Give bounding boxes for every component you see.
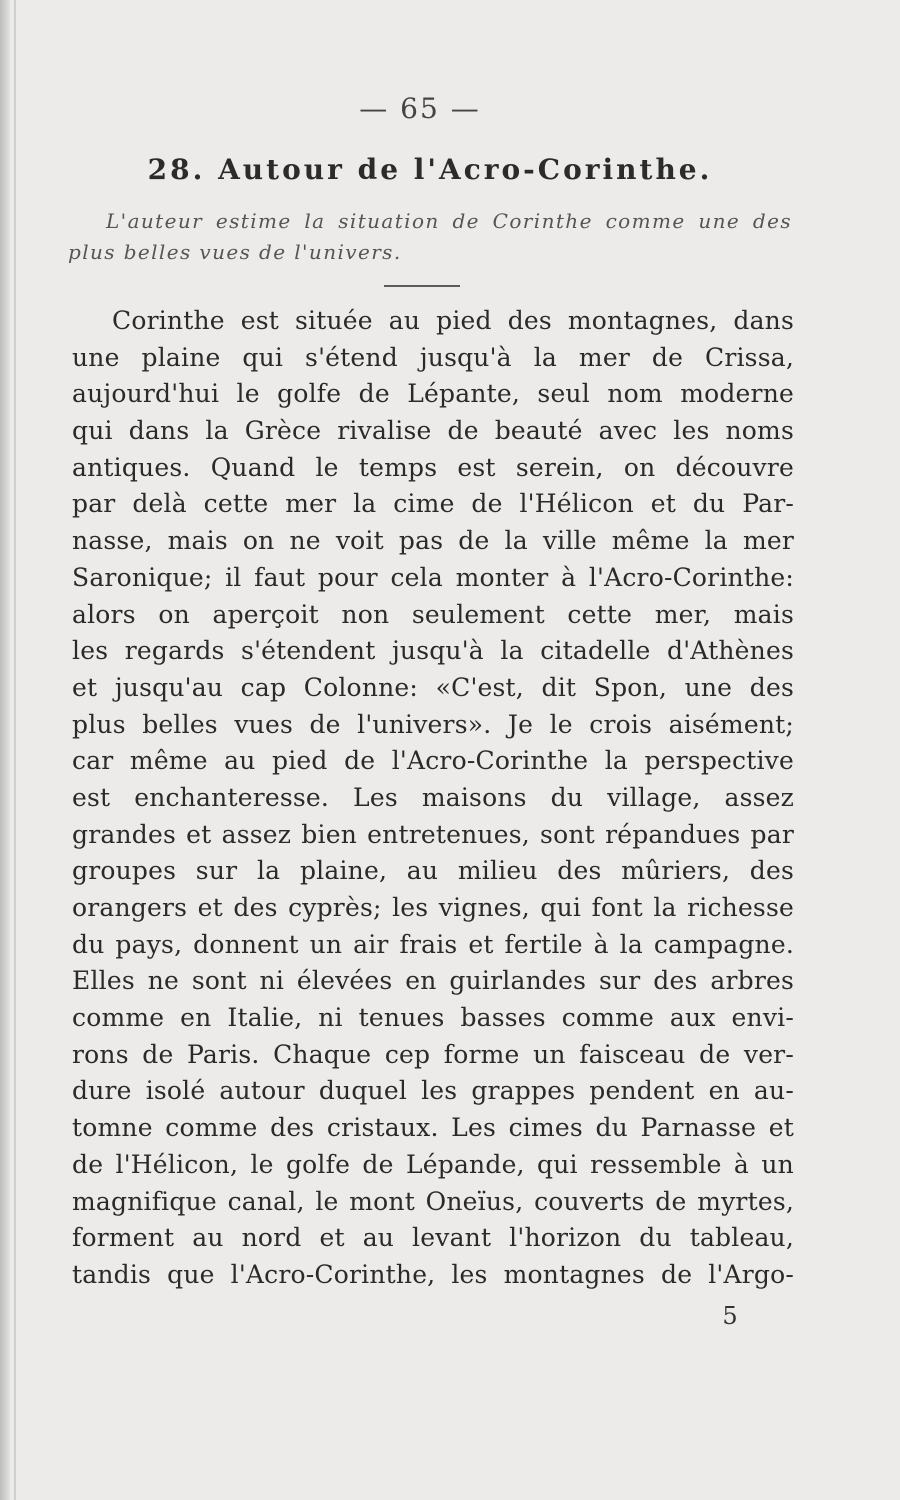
text-line: dure isolé autour duquel les grappes pendent en au- (72, 1076, 794, 1106)
text-line: une plaine qui s'étend jusqu'à la mer de Crissa, (72, 342, 794, 372)
text-line: du pays, donnent un air frais et fertile à la campagne. (72, 929, 794, 959)
text-line: grandes et assez bien entretenues, sont répandues par (72, 819, 794, 849)
section-title: 28. Autour de l'Acro-Corinthe. (147, 153, 713, 186)
signature-mark: 5 (722, 1302, 738, 1330)
text-line: antiques. Quand le temps est serein, on découvre (72, 452, 794, 482)
page-gutter (0, 0, 10, 1500)
text-line: plus belles vues de l'univers». Je le crois aisément; (72, 709, 794, 739)
text-line: car même au pied de l'Acro-Corinthe la perspective (72, 746, 794, 776)
text-line: tomne comme des cristaux. Les cimes du Parnasse et (72, 1113, 794, 1143)
text-line: les regards s'étendent jusqu'à la citadelle d'Athènes (72, 636, 794, 666)
page-number: — 65 — (359, 92, 481, 125)
text-line: alors on aperçoit non seulement cette mer, mais (72, 599, 794, 629)
title-divider (384, 285, 460, 287)
text-line: comme en Italie, ni tenues basses comme aux envi- (72, 1003, 794, 1033)
text-line: aujourd'hui le golfe de Lépante, seul nom moderne (72, 379, 794, 409)
text-line: tandis que l'Acro-Corinthe, les montagnes de l'Argo- (72, 1259, 794, 1289)
text-line: magnifique canal, le mont Oneïus, couverts de myrtes, (72, 1186, 794, 1216)
text-line: de l'Hélicon, le golfe de Lépande, qui ressemble à un (72, 1149, 794, 1179)
body-text (72, 303, 794, 1294)
text-line: Elles ne sont ni élevées en guirlandes sur des arbres (72, 966, 794, 996)
text-line: orangers et des cyprès; les vignes, qui font la richesse (72, 893, 794, 922)
text-line: nasse, mais on ne voit pas de la ville même la mer (72, 526, 794, 556)
text-line: Corinthe est située au pied des montagnes, dans (112, 306, 794, 335)
section-summary: L'auteur estime la situation de Corinthe comme une des plus belles vues de l'univers. (68, 209, 792, 264)
text-line: Saronique; il faut pour cela monter à l'Acro-Corinthe: (72, 562, 794, 592)
text-line: groupes sur la plaine, au milieu des mûriers, des (72, 856, 794, 886)
text-line: forment au nord et au levant l'horizon du tableau, (72, 1223, 794, 1253)
text-line: est enchanteresse. Les maisons du village, assez (72, 782, 794, 812)
text-line: rons de Paris. Chaque cep forme un faisceau de ver- (72, 1039, 794, 1069)
binding-line (14, 0, 16, 1500)
text-line: et jusqu'au cap Colonne: «C'est, dit Spon, une des (72, 672, 794, 702)
text-line: qui dans la Grèce rivalise de beauté avec les noms (72, 416, 794, 446)
text-line: par delà cette mer la cime de l'Hélicon et du Par- (72, 489, 794, 519)
